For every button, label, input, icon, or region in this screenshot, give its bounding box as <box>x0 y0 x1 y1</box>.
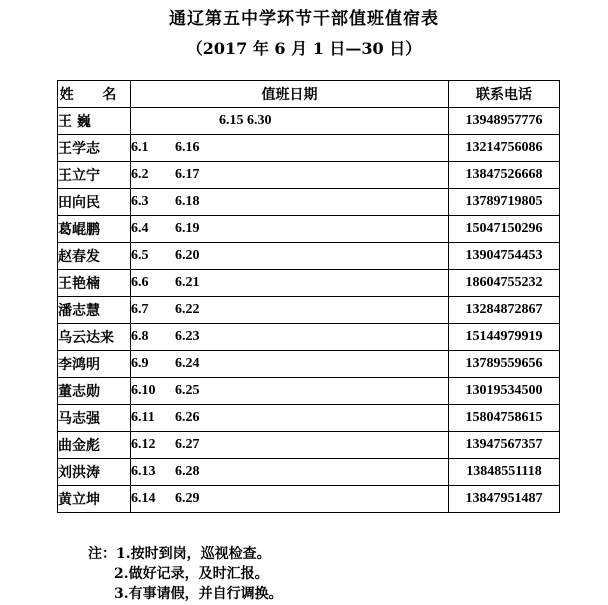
table-row <box>58 459 560 486</box>
cell-date-second: 6.28 <box>175 464 200 479</box>
cell-date-first: 6.9 <box>131 356 149 371</box>
cell-name: 葛崐鹏 <box>58 216 131 243</box>
cell-date-second: 6.23 <box>175 329 200 344</box>
cell-dates <box>131 405 449 432</box>
cell-date-first: 6.3 <box>131 194 149 209</box>
cell-name: 王艳楠 <box>58 270 131 297</box>
cell-dates <box>131 351 449 378</box>
table-row <box>58 243 560 270</box>
header-name: 姓 名 <box>58 81 131 108</box>
table-row <box>58 162 560 189</box>
header-dates: 值班日期 <box>131 81 449 108</box>
cell-phone: 13848551118 <box>449 459 560 486</box>
note-text: 2.做好记录，及时汇报。 <box>114 566 269 582</box>
cell-date-second: 6.19 <box>175 221 200 236</box>
cell-date-second: 6.20 <box>175 248 200 263</box>
cell-name: 乌云达来 <box>58 324 131 351</box>
cell-date-first: 6.7 <box>131 302 149 317</box>
cell-name: 曲金彪 <box>58 432 131 459</box>
cell-dates <box>131 243 449 270</box>
cell-date-first: 6.6 <box>131 275 149 290</box>
page-subtitle: （2017 年 6 月 1 日—30 日） <box>186 39 422 58</box>
cell-phone: 13284872867 <box>449 297 560 324</box>
cell-name: 赵春发 <box>58 243 131 270</box>
table-row <box>58 216 560 243</box>
cell-date-second: 6.17 <box>175 167 200 182</box>
cell-date-first: 6.8 <box>131 329 149 344</box>
cell-phone: 18604755232 <box>449 270 560 297</box>
cell-dates <box>131 324 449 351</box>
table-header-row <box>58 81 560 108</box>
cell-dates <box>131 486 449 513</box>
cell-dates <box>131 216 449 243</box>
notes-label: 注： <box>88 546 116 562</box>
cell-phone: 13847951487 <box>449 486 560 513</box>
cell-phone: 15144979919 <box>449 324 560 351</box>
cell-dates <box>131 162 449 189</box>
table-row <box>58 297 560 324</box>
notes <box>88 544 283 604</box>
cell-phone: 13947567357 <box>449 432 560 459</box>
note-text: 3.有事请假，并自行调换。 <box>114 586 283 602</box>
cell-date-first: 6.11 <box>131 410 155 425</box>
cell-name: 黄立坤 <box>58 486 131 513</box>
cell-name: 刘洪涛 <box>58 459 131 486</box>
cell-date-second: 6.29 <box>175 491 200 506</box>
note-item <box>88 544 283 564</box>
table-row <box>58 432 560 459</box>
table-row <box>58 486 560 513</box>
duty-table <box>57 80 560 513</box>
note-item <box>88 584 283 604</box>
cell-name: 潘志慧 <box>58 297 131 324</box>
cell-date-second: 6.18 <box>175 194 200 209</box>
cell-dates <box>131 108 449 135</box>
cell-date-second: 6.25 <box>175 383 200 398</box>
cell-date-second: 6.27 <box>175 437 200 452</box>
cell-phone: 15804758615 <box>449 405 560 432</box>
table-row <box>58 270 560 297</box>
cell-date-first: 6.12 <box>131 437 156 452</box>
cell-dates <box>131 135 449 162</box>
cell-dates <box>131 297 449 324</box>
cell-date-second: 6.22 <box>175 302 200 317</box>
cell-dates <box>131 432 449 459</box>
page-title: 通辽第五中学环节干部值班值宿表 <box>169 9 439 29</box>
cell-phone: 13847526668 <box>449 162 560 189</box>
cell-date-second: 6.16 <box>175 140 200 155</box>
cell-name: 王学志 <box>58 135 131 162</box>
cell-phone: 13789719805 <box>449 189 560 216</box>
cell-date-first: 6.4 <box>131 221 149 236</box>
cell-date-second: 6.26 <box>175 410 200 425</box>
table-row <box>58 405 560 432</box>
table-row <box>58 351 560 378</box>
table-row <box>58 108 560 135</box>
cell-phone: 13789559656 <box>449 351 560 378</box>
cell-dates <box>131 459 449 486</box>
cell-phone: 13904754453 <box>449 243 560 270</box>
cell-name: 董志勋 <box>58 378 131 405</box>
cell-phone: 13948957776 <box>449 108 560 135</box>
cell-dates <box>131 189 449 216</box>
table-row <box>58 135 560 162</box>
cell-date-second: 6.24 <box>175 356 200 371</box>
cell-phone: 13214756086 <box>449 135 560 162</box>
cell-name: 马志强 <box>58 405 131 432</box>
cell-date-first: 6.2 <box>131 167 149 182</box>
note-text: 1.按时到岗，巡视检查。 <box>116 546 271 562</box>
cell-phone: 15047150296 <box>449 216 560 243</box>
cell-dates <box>131 378 449 405</box>
cell-date-first: 6.10 <box>131 383 156 398</box>
cell-date-second: 6.21 <box>175 275 200 290</box>
header-phone: 联系电话 <box>449 81 560 108</box>
cell-name: 田向民 <box>58 189 131 216</box>
cell-date-first: 6.5 <box>131 248 149 263</box>
cell-date-first: 6.13 <box>131 464 156 479</box>
cell-date-second: 6.15 6.30 <box>219 113 272 128</box>
cell-name: 李鸿明 <box>58 351 131 378</box>
note-item <box>88 564 283 584</box>
table-row <box>58 378 560 405</box>
cell-dates <box>131 270 449 297</box>
table-row <box>58 324 560 351</box>
cell-phone: 13019534500 <box>449 378 560 405</box>
cell-date-first: 6.14 <box>131 491 156 506</box>
cell-name: 王立宁 <box>58 162 131 189</box>
cell-date-first: 6.1 <box>131 140 149 155</box>
cell-name: 王 巍 <box>58 108 131 135</box>
table-row <box>58 189 560 216</box>
